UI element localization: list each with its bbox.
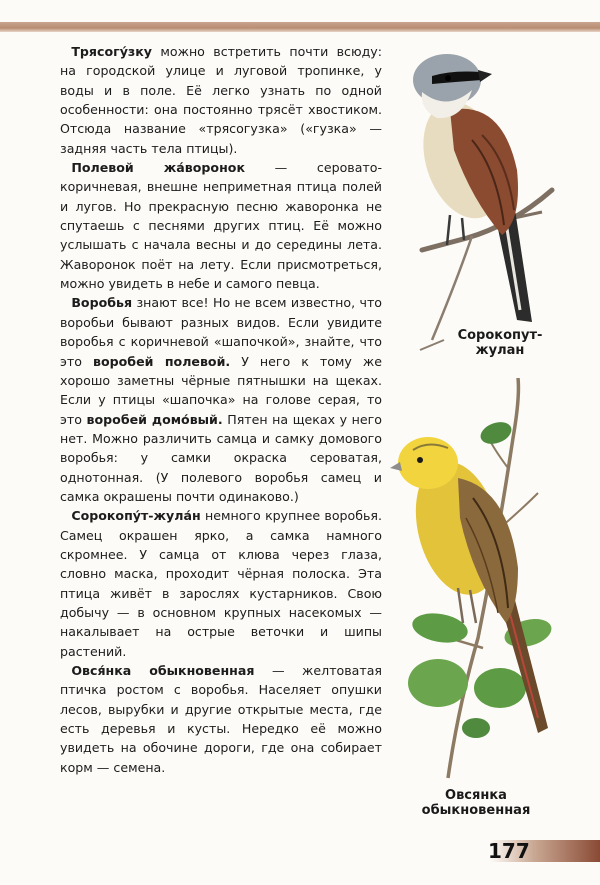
paragraph-bunting bbox=[60, 661, 382, 777]
bunting-caption bbox=[410, 788, 542, 818]
bunting-beak bbox=[390, 462, 402, 471]
leaf-6 bbox=[462, 718, 490, 738]
paragraph-shrike bbox=[60, 506, 382, 661]
paragraph-wagtail bbox=[60, 42, 382, 158]
text-bunting: — желтоватая птичка ростом с воробья. Населяет опушки лесов, вырубки и другие открытые места, где есть деревья и кусты. Нередко её можно увидеть на обочине дороги, где она собирает корм — семена. bbox=[60, 663, 383, 775]
term-shrike: Сорокопу́т-жула́н bbox=[71, 508, 201, 524]
shrike-illustration bbox=[392, 40, 562, 360]
text-shrike: немного крупнее воробья. Самец окрашен ярко, а самка намного скромнее. У самца от клюва через глаза, словно маска, проходит чёрная полоска. Эта птица живёт в зарослях кустарников. Свою добычу — в основном крупных насекомых — накалывает на острые веточки и шипы растений. bbox=[60, 508, 382, 659]
leaf-1 bbox=[478, 418, 515, 448]
page-number: 177 bbox=[488, 839, 530, 863]
leaf-4 bbox=[408, 659, 468, 707]
leaf-5 bbox=[474, 668, 526, 708]
text-wagtail: можно встретить почти всюду: на городской улице и луговой тропинке, у воды и в поле. Её легко узнать по одной особенности: она постоянно трясёт хвостиком. Отсюда название «трясогузка» («гузка» — задняя часть тела птицы). bbox=[60, 44, 382, 156]
text-sparrow-2: У него к тому же хорошо заметны чёрные пятнышки на щеках. Если у птицы «шапочка» на голове серая, то это bbox=[60, 353, 382, 427]
bunting-caption-line2: обыкновенная bbox=[421, 803, 531, 818]
bunting-illustration bbox=[388, 378, 563, 798]
term-sparrow: Воробья bbox=[71, 295, 133, 311]
main-text-column bbox=[60, 42, 382, 777]
shrike-caption-line2: жулан bbox=[475, 343, 525, 358]
text-skylark: — серовато-коричневая, внешне неприметная птица полей и лугов. Но прекрасную песню жаворонка не спутаешь с песнями других птиц. Её можно услышать с начала весны и до середины лета. Жаворонок поёт на лету. Если присмотреться, можно увидеть в небе и самого певца. bbox=[60, 160, 382, 292]
shrike-beak bbox=[478, 70, 492, 82]
term-bunting: Овся́нка обыкновенная bbox=[71, 663, 255, 678]
paragraph-sparrow bbox=[60, 293, 382, 506]
text-sparrow-3: Пятен на щеках у него нет. Можно различить самца и самку домового воробья: у самки окраска сероватая, однотонная. (У полевого воробья самец и самка окрашены почти одинаково.) bbox=[60, 411, 382, 504]
shrike-caption bbox=[440, 328, 560, 358]
paragraph-skylark bbox=[60, 158, 382, 293]
term-house-sparrow: воробей домо́вый. bbox=[86, 411, 223, 427]
bunting-caption-line1: Овсянка bbox=[445, 788, 507, 803]
text-sparrow-1: знают все! Но не всем известно, что воробьи бывают разных видов. Если увидите воробья с коричневой «шапочкой», знайте, что это bbox=[60, 295, 382, 369]
term-skylark: Полевой жа́воронок bbox=[71, 160, 245, 176]
shrike-caption-line1: Сорокопут- bbox=[457, 328, 543, 343]
term-wagtail: Трясогу́зку bbox=[71, 44, 153, 59]
top-decorative-rule bbox=[0, 22, 600, 32]
term-tree-sparrow: воробей полевой. bbox=[92, 353, 231, 369]
